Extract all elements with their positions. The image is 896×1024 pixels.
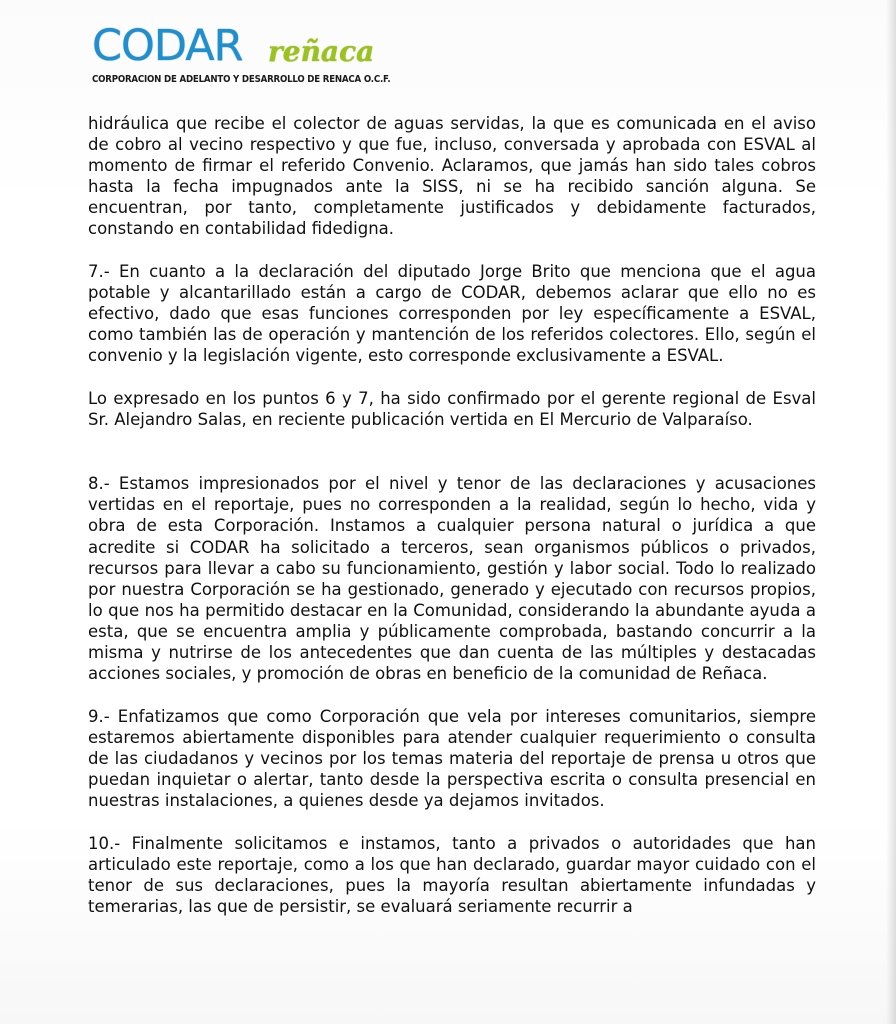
paragraph-point-9: 9.- Enfatizamos que como Corporación que vela por intereses comunitarios, siempre estaremos abiertamente disponibles para atender cualquier requerimiento o consulta de las ciudadanos y vecinos por los temas materia del reportaje de prensa u otros que puedan inquietar o alertar, tanto desde la perspectiva escrita o consulta presencial en nuestras instalaciones, a quienes desde ya dejamos invitados. bbox=[88, 706, 816, 811]
codar-logo bbox=[92, 21, 391, 92]
document-body bbox=[88, 113, 816, 939]
paragraph-point-10: 10.- Finalmente solicitamos e instamos, tanto a privados o autoridades que han articulado este reportaje, como a los que han declarado, guardar mayor cuidado con el tenor de sus declaraciones, pues la mayoría resultan abiertamente infundadas y temerarias, las que de persistir, se evaluará seriamente recurrir a bbox=[88, 833, 816, 916]
logo-wordmark: CODAR bbox=[92, 21, 243, 71]
paragraph-confirmation: Lo expresado en los puntos 6 y 7, ha sido confirmado por el gerente regional de Esval Sr. Alejandro Salas, en reciente publicación vertida en El Mercurio de Valparaíso. bbox=[88, 389, 816, 430]
paragraph-point-8: 8.- Estamos impresionados por el nivel y tenor de las declaraciones y acusaciones vertidas en el reportaje, pues no corresponden a la realidad, según lo hecho, vida y obra de esta Corporación. Instamos a cualquier persona natural o jurídica a que acredite si CODAR ha solicitado a terceros, sean organismos públicos o privados, recursos para llevar a cabo su funcionamiento, gestión y labor social. Todo lo realizado por nuestra Corporación se ha gestionado, generado y ejecutado con recursos propios, lo que nos ha permitido destacar en la Comunidad, considerando la abundante ayuda a esta, que se encuentra amplia y públicamente comprobada, bastando concurrir a la misma y nutrirse de los antecedentes que dan cuenta de las múltiples y destacadas acciones sociales, y promoción de obras en beneficio de la comunidad de Reñaca. bbox=[88, 474, 816, 684]
logo-subtitle: CORPORACION DE ADELANTO Y DESARROLLO DE RENACA O.C.F. bbox=[92, 74, 391, 85]
paragraph-continuation: hidráulica que recibe el colector de aguas servidas, la que es comunicada en el aviso de cobro al vecino respectivo y que fue, incluso, conversada y aprobada con ESVAL al momento de firmar el referido Convenio. Aclaramos, que jamás han sido tales cobros hasta la fecha impugnados ante la SISS, ni se ha recibido sanción alguna. Se encuentran, por tanto, completamente justificados y debidamente facturados, constando en contabilidad fidedigna. bbox=[88, 114, 816, 239]
paragraph-point-7: 7.- En cuanto a la declaración del diputado Jorge Brito que menciona que el agua potable y alcantarillado están a cargo de CODAR, debemos aclarar que ello no es efectivo, dado que esas funciones corresponden por ley específicamente a ESVAL, como también las de operación y mantención de los referidos colectores. Ello, según el convenio y la legislación vigente, esto corresponde exclusivamente a ESVAL. bbox=[88, 262, 816, 366]
page-edge-shadow bbox=[886, 0, 896, 1024]
logo-script-text: reñaca bbox=[268, 35, 375, 68]
